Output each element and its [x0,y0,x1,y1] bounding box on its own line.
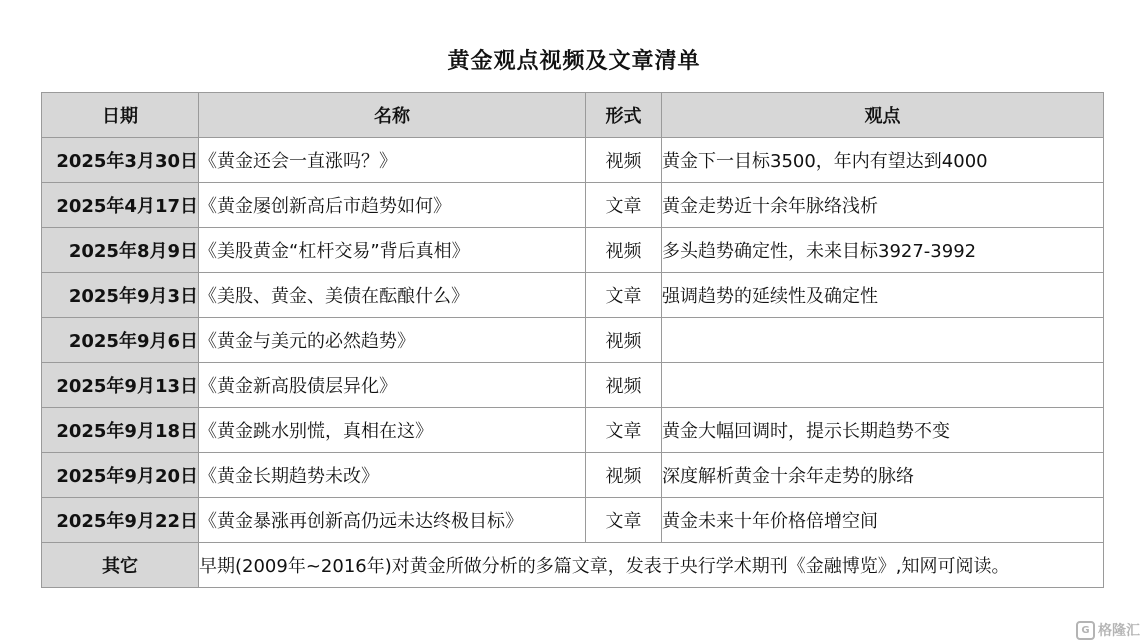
row-date: 2025年9月22日 [42,498,199,543]
row-name: 《黄金跳水别慌，真相在这》 [199,408,586,453]
row-view: 黄金下一目标3500，年内有望达到4000 [662,138,1104,183]
table-row [42,363,1104,408]
row-date: 2025年3月30日 [42,138,199,183]
table-row-other [42,543,1104,588]
row-view: 黄金大幅回调时，提示长期趋势不变 [662,408,1104,453]
row-form: 视频 [586,363,662,408]
row-date: 2025年4月17日 [42,183,199,228]
header-date: 日期 [42,93,199,138]
row-view: 黄金走势近十余年脉络浅析 [662,183,1104,228]
article-table [41,92,1104,588]
table-row [42,228,1104,273]
table-row [42,273,1104,318]
row-name: 《美股、黄金、美债在酝酿什么》 [199,273,586,318]
row-form: 视频 [586,453,662,498]
row-name: 《美股黄金“杠杆交易”背后真相》 [199,228,586,273]
watermark [1076,620,1140,640]
watermark-text: 格隆汇 [1098,623,1140,639]
row-view [662,363,1104,408]
row-view: 强调趋势的延续性及确定性 [662,273,1104,318]
row-name: 《黄金新高股债层异化》 [199,363,586,408]
table-row [42,318,1104,363]
other-text: 早期(2009年~2016年)对黄金所做分析的多篇文章，发表于央行学术期刊《金融博览》,知网可阅读。 [199,543,1104,588]
row-form: 视频 [586,228,662,273]
row-name: 《黄金暴涨再创新高仍远未达终极目标》 [199,498,586,543]
row-name: 《黄金长期趋势未改》 [199,453,586,498]
row-form: 视频 [586,318,662,363]
row-name: 《黄金还会一直涨吗？》 [199,138,586,183]
other-label: 其它 [42,543,199,588]
row-date: 2025年9月6日 [42,318,199,363]
row-name: 《黄金与美元的必然趋势》 [199,318,586,363]
row-form: 文章 [586,273,662,318]
header-form: 形式 [586,93,662,138]
row-view: 深度解析黄金十余年走势的脉络 [662,453,1104,498]
row-view [662,318,1104,363]
row-form: 文章 [586,408,662,453]
table-row [42,498,1104,543]
row-view: 黄金未来十年价格倍增空间 [662,498,1104,543]
row-date: 2025年9月3日 [42,273,199,318]
table-row [42,138,1104,183]
table-header-row [42,93,1104,138]
row-date: 2025年9月20日 [42,453,199,498]
table-row [42,453,1104,498]
table-row [42,183,1104,228]
row-view: 多头趋势确定性，未来目标3927-3992 [662,228,1104,273]
row-date: 2025年9月18日 [42,408,199,453]
row-date: 2025年8月9日 [42,228,199,273]
row-form: 文章 [586,183,662,228]
row-date: 2025年9月13日 [42,363,199,408]
row-form: 视频 [586,138,662,183]
header-name: 名称 [199,93,586,138]
row-name: 《黄金屡创新高后市趋势如何》 [199,183,586,228]
header-view: 观点 [662,93,1104,138]
table-row [42,408,1104,453]
watermark-logo-icon: G [1076,621,1095,640]
page-title: 黄金观点视频及文章清单 [447,49,701,74]
row-form: 文章 [586,498,662,543]
